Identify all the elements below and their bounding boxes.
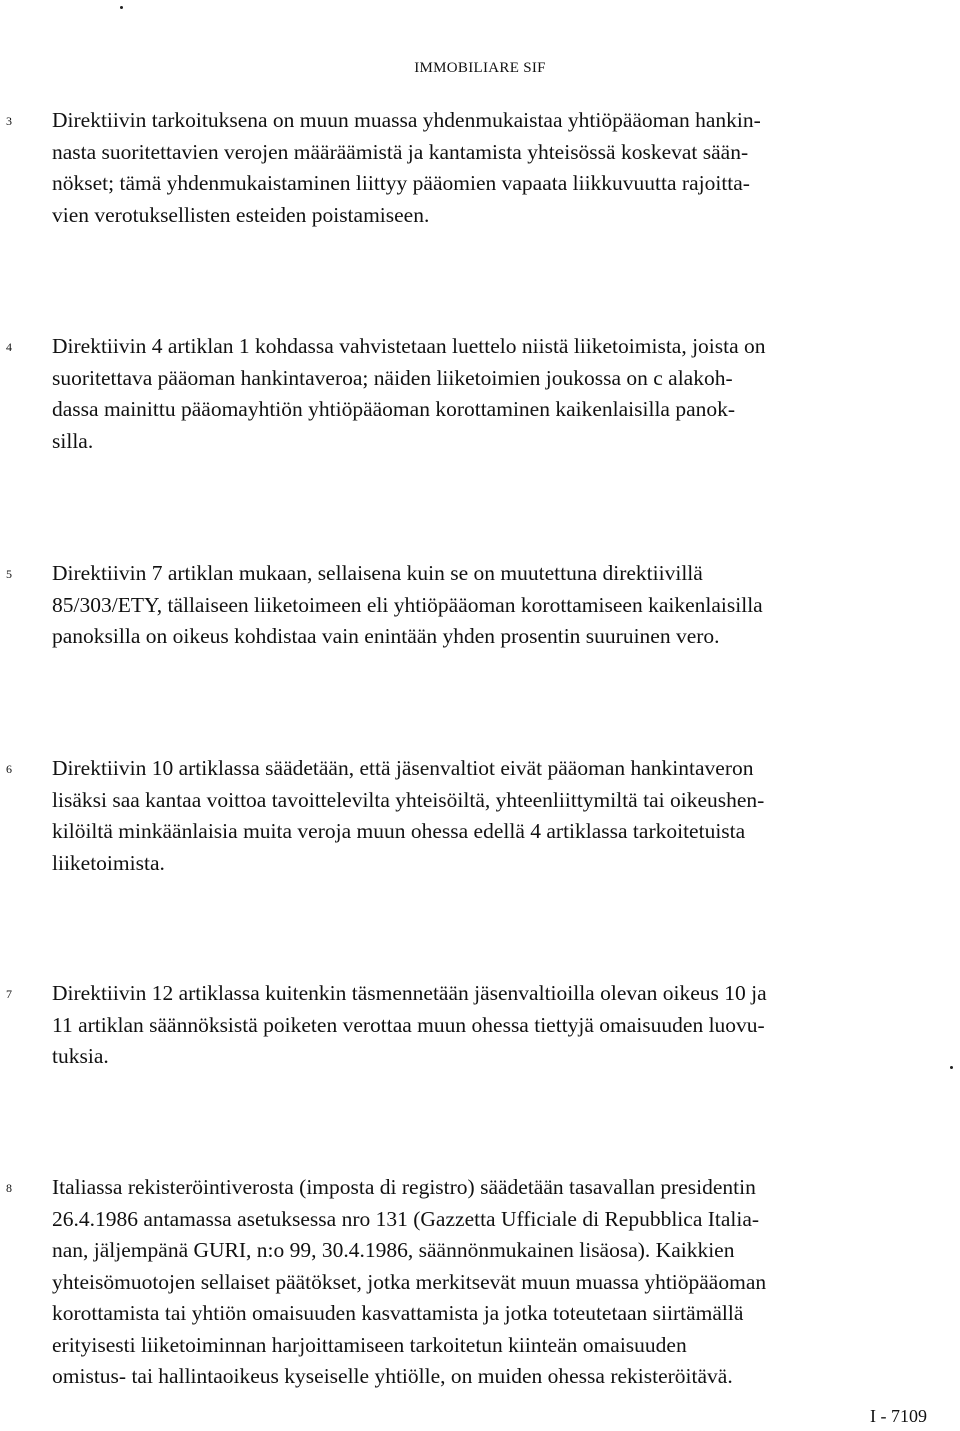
paragraph-number: 3 bbox=[6, 114, 12, 128]
paragraph-number: 4 bbox=[6, 340, 12, 354]
scan-speck bbox=[120, 6, 123, 9]
paragraph-text: Direktiivin 4 artiklan 1 kohdassa vahvistetaan luettelo niistä liiketoimista, joista on suoritettava pääoman hankintaveroa; näiden liiketoimien joukossa on c alakoh- dassa mainittu pääomayhtiön yhtiöpääoman korottaminen kaikenlaisilla panok- silla. bbox=[52, 334, 766, 453]
paragraph-number: 5 bbox=[6, 567, 12, 581]
paragraph-text: Direktiivin tarkoituksena on muun muassa yhdenmukaistaa yhtiöpääoman hankin- nasta suoritettavien verojen määräämistä ja kantamista yhteisössä koskevat sään- nökset; tämä yhdenmukaistaminen liittyy pääomien vapaata liikkuvuutta rajoitta- vien verotuksellisten esteiden poistamiseen. bbox=[52, 108, 761, 227]
paragraph-text: Italiassa rekisteröintiverosta (imposta di registro) säädetään tasavallan presidentin 26.4.1986 antamassa asetuksessa nro 131 (Gazzetta Ufficiale di Repubblica Italia- nan, jäljempänä GURI, n:o 99, 30.4.1986, säännönmukainen lisäosa). Kaikkien yhteisömuotojen sellaiset päätökset, jotka merkitsevät muun muassa yhtiöpääoman korottamista tai yhtiön omaisuuden kasvattamista ja jotka toteutetaan siirtämällä erityisesti liiketoiminnan harjoittamiseen tarkoitetun kiinteän omaisuuden omistus- tai hallintaoikeus kyseiselle yhtiölle, on muiden ohessa rekisteröitävä. bbox=[52, 1175, 767, 1388]
paragraph-text: Direktiivin 7 artiklan mukaan, sellaisena kuin se on muutettuna direktiivillä 85/303/ETY, tällaiseen liiketoimeen eli yhtiöpääoman korottamiseen kaikenlaisilla panoksilla on oikeus kohdistaa vain enintään yhden prosentin suuruinen vero. bbox=[52, 561, 763, 648]
paragraph-number: 6 bbox=[6, 762, 12, 776]
running-header: IMMOBILIARE SIF bbox=[414, 60, 546, 76]
paragraph-number: 8 bbox=[6, 1181, 12, 1195]
paragraph-text: Direktiivin 10 artiklassa säädetään, että jäsenvaltiot eivät pääoman hankintaveron lisäksi saa kantaa voittoa tavoittelevilta yhteisöiltä, yhteenliittymiltä tai oikeushen- kilöiltä minkäänlaisia muita veroja muun ohessa edellä 4 artiklassa tarkoitetuista liiketoimista. bbox=[52, 756, 765, 875]
paragraph-text: Direktiivin 12 artiklassa kuitenkin täsmennetään jäsenvaltioilla olevan oikeus 10 ja 11 artiklan säännöksistä poiketen verottaa muun ohessa tiettyjä omaisuuden luovu- tuksia. bbox=[52, 981, 767, 1068]
page-number: I - 7109 bbox=[870, 1406, 927, 1426]
paragraph-number: 7 bbox=[6, 987, 12, 1001]
scan-speck bbox=[950, 1066, 953, 1069]
